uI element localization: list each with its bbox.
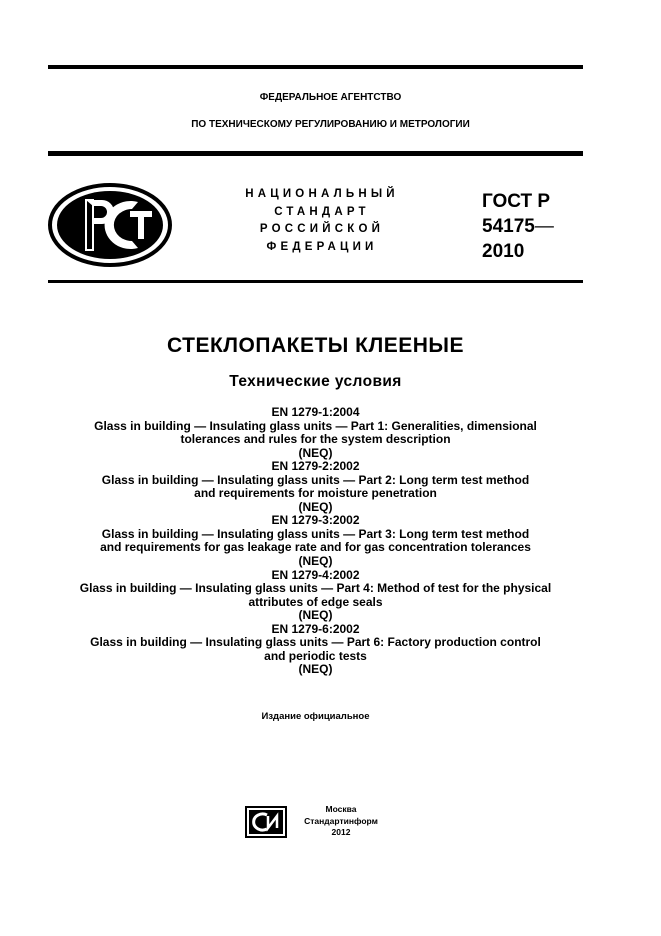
gost-year: 2010 [482, 241, 525, 262]
standard-title-line: and requirements for moisture penetration [194, 486, 437, 501]
publisher-city: Москва [325, 804, 357, 814]
standard-title-line: and periodic tests [264, 648, 367, 663]
standartinform-logo-icon [245, 806, 287, 838]
standard-code: EN 1279-6:2002 [271, 621, 360, 636]
standard-title-line: Glass in building — Insulating glass units — Part 2: Long term test method [101, 472, 530, 487]
standard-tag: (NEQ) [298, 499, 333, 514]
standard-code: EN 1279-4:2002 [271, 567, 360, 582]
standard-code: EN 1279-3:2002 [271, 513, 360, 528]
standard-title-line: tolerances and rules for the system description [180, 432, 451, 447]
gost-prefix: ГОСТ Р [482, 191, 551, 212]
rst-certification-logo [46, 181, 174, 269]
standard-tag: (NEQ) [298, 554, 333, 569]
standard-code: EN 1279-2:2002 [271, 459, 360, 474]
gost-number: 54175 [482, 216, 535, 237]
rst-logo-icon [46, 181, 174, 269]
mid-rule [48, 280, 583, 283]
agency-line-2: ПО ТЕХНИЧЕСКОМУ РЕГУЛИРОВАНИЮ И МЕТРОЛОГИИ [191, 119, 470, 130]
standard-tag: (NEQ) [298, 445, 333, 460]
national-standard-line-3: РОССИЙСКОЙ [259, 223, 385, 235]
standard-title-line: Glass in building — Insulating glass units — Part 4: Method of test for the physical [79, 581, 552, 596]
header-rule [48, 151, 583, 156]
national-standard-line-2: СТАНДАРТ [274, 205, 370, 218]
publisher-year: 2012 [331, 827, 351, 837]
standard-tag: (NEQ) [298, 662, 333, 677]
standards-list [40, 406, 591, 677]
standard-title-line: Glass in building — Insulating glass units — Part 6: Factory production control [90, 635, 541, 650]
national-standard-block [222, 186, 422, 256]
standard-title-line: Glass in building — Insulating glass units — Part 1: Generalities, dimensional [94, 418, 537, 433]
document-title: СТЕКЛОПАКЕТЫ КЛЕЕНЫЕ [167, 334, 464, 357]
standartinform-logo [245, 806, 287, 838]
standard-title-line: and requirements for gas leakage rate and for gas concentration tolerances [100, 540, 531, 555]
official-edition-label: Издание официальное [261, 711, 370, 722]
standard-title-line: attributes of edge seals [248, 594, 383, 609]
gost-dash: — [534, 216, 554, 237]
agency-line-1: ФЕДЕРАЛЬНОЕ АГЕНТСТВО [259, 92, 402, 103]
standard-code: EN 1279-1:2004 [271, 405, 360, 419]
publisher-name: Стандартинформ [304, 815, 378, 826]
publisher-block [296, 804, 386, 839]
gost-designation [482, 189, 554, 264]
national-standard-line-1: НАЦИОНАЛЬНЫЙ [245, 188, 399, 200]
top-rule [48, 65, 583, 69]
gost-number-row [482, 214, 554, 239]
document-subtitle: Технические условия [229, 373, 402, 390]
standard-tag: (NEQ) [298, 608, 333, 623]
standard-title-line: Glass in building — Insulating glass units — Part 3: Long term test method [101, 526, 530, 541]
national-standard-line-4: ФЕДЕРАЦИИ [266, 240, 378, 253]
